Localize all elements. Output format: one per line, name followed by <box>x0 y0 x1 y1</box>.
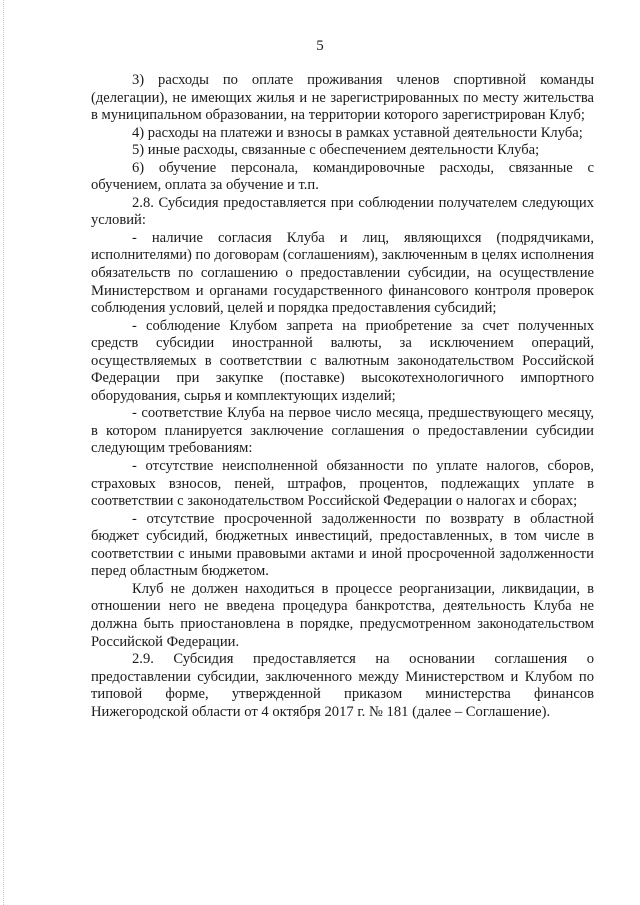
paragraph-clause-2-9: 2.9. Субсидия предоставляется на основании соглашения о предоставлении субсидии, заключенного между Министерством и Клубом по типовой форме, утвержденной приказом министерства финансов Нижегородской области от 4 октября 2017 г. № 181 (далее – Соглашение). <box>91 651 594 720</box>
scan-edge-line <box>3 0 4 905</box>
paragraph-expense-5: 5) иные расходы, связанные с обеспечением деятельности Клуба; <box>132 142 540 159</box>
paragraph-expense-3: 3) расходы по оплате проживания членов спортивной команды (делегации), не имеющих жилья и не зарегистрированных по месту жительства в муниципальном образовании, на территории которого зарегистрирован Клуб; <box>91 72 594 124</box>
page-number: 5 <box>316 38 324 54</box>
paragraph-condition-currency: - соблюдение Клубом запрета на приобретение за счет полученных средств субсидии иностранной валюты, за исключением операций, осуществляемых в соответствии с валютным законодательством Российской Федерации при закупке (поставке) высокотехнологичного импортного оборудования, сырья и комплектующих изделий; <box>91 317 594 404</box>
paragraph-expense-6: 6) обучение персонала, командировочные расходы, связанные с обучением, оплата за обучение и т.п. <box>91 159 594 194</box>
paragraph-requirement-taxes: - отсутствие неисполненной обязанности по уплате налогов, сборов, страховых взносов, пеней, штрафов, процентов, подлежащих уплате в соответствии с законодательством Российской Федерации о налогах и сборах; <box>91 458 594 510</box>
paragraph-requirement-debt: - отсутствие просроченной задолженности по возврату в областной бюджет субсидий, бюджетных инвестиций, предоставленных, в том числе в соответствии с иными правовыми актами и иной просроченной задолженности перед областным бюджетом. <box>91 510 594 580</box>
paragraph-condition-consent: - наличие согласия Клуба и лиц, являющихся (подрядчиками, исполнителями) по договорам (соглашениям), заключенным в целях исполнения обязательств по соглашению о предоставлении субсидии, на осуществление Министерством и органами государственного финансового контроля проверок соблюдения условий, целей и порядка предоставления субсидий; <box>91 229 594 317</box>
paragraph-clause-2-8: 2.8. Субсидия предоставляется при соблюдении получателем следующих условий: <box>91 194 594 229</box>
paragraph-expense-4: 4) расходы на платежи и взносы в рамках уставной деятельности Клуба; <box>132 124 583 141</box>
document-body <box>91 72 594 721</box>
paragraph-condition-requirements: - соответствие Клуба на первое число месяца, предшествующего месяцу, в котором планируется заключение соглашения о предоставлении субсидии следующим требованиям: <box>91 405 594 457</box>
paragraph-reorganization: Клуб не должен находиться в процессе реорганизации, ликвидации, в отношении него не введена процедура банкротства, деятельность Клуба не должна быть приостановлена в порядке, предусмотренном законодательством Российской Федерации. <box>91 580 594 650</box>
